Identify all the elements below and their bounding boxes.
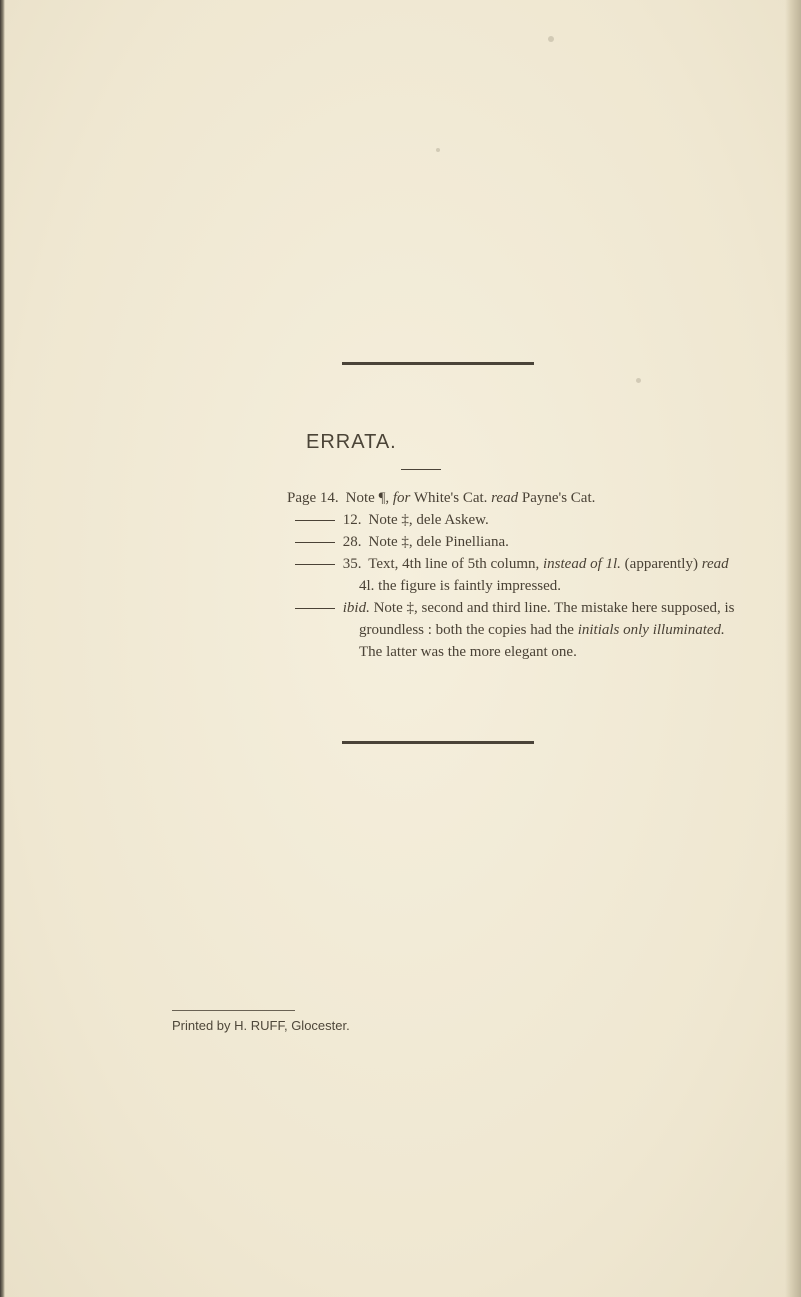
page-number: 28. (342, 534, 362, 550)
entry-text: Text, 4th line of 5th column, (368, 556, 543, 572)
errata-entry (287, 531, 757, 553)
ditto-dash (295, 542, 335, 543)
page-left-edge (0, 0, 5, 1297)
page-number: 12. (342, 512, 362, 528)
printer-imprint: Printed by H. RUFF, Glocester. (172, 1018, 350, 1033)
entry-italic: read (491, 490, 519, 506)
entry-text: Note ‡, dele Pinelliana. (368, 534, 509, 550)
entry-text: White's Cat. (410, 490, 492, 506)
errata-entry-line (287, 553, 757, 575)
entry-italic: instead of 1l. (543, 556, 621, 572)
errata-entry (287, 509, 757, 531)
paper-speck (548, 36, 554, 42)
errata-title: ERRATA. (306, 431, 397, 453)
entry-text: groundless : both the copies had the (359, 622, 578, 638)
errata-entry-line (287, 531, 757, 553)
entry-text: Payne's Cat. (518, 490, 596, 506)
errata-entry-line (287, 597, 757, 619)
page-number: ibid. (342, 600, 370, 616)
top-double-rule (342, 362, 534, 365)
title-underline-rule (401, 469, 441, 470)
errata-entry-line (287, 509, 757, 531)
page-number: 14. (319, 490, 339, 506)
entry-italic: read (701, 556, 729, 572)
imprint-rule (172, 1010, 295, 1011)
entry-text: (apparently) (620, 556, 702, 572)
errata-entry-continuation: 4l. the figure is faintly impressed. (359, 578, 562, 594)
ditto-dash (295, 608, 335, 609)
errata-entry (287, 487, 757, 509)
entry-text: Note ‡, dele Askew. (368, 512, 489, 528)
errata-entry (287, 597, 757, 663)
errata-entry-line (287, 487, 757, 509)
page-label: Page (287, 490, 317, 506)
bottom-double-rule (342, 741, 534, 744)
entry-italic: for (392, 490, 411, 506)
page-right-edge (785, 0, 801, 1297)
entry-italic: initials only illuminated. (577, 622, 725, 638)
entry-text: Note ‡, second and third line. The mistake here supposed, is (369, 600, 735, 616)
ditto-dash (295, 520, 335, 521)
errata-entry (287, 553, 757, 597)
errata-entry-continuation: The latter was the more elegant one. (359, 644, 577, 660)
entry-text: Note ¶, (345, 490, 393, 506)
paper-speck (636, 378, 641, 383)
paper-speck (436, 148, 440, 152)
page-number: 35. (342, 556, 362, 572)
errata-entry-continuation (287, 619, 757, 641)
ditto-dash (295, 564, 335, 565)
errata-list (287, 487, 757, 663)
